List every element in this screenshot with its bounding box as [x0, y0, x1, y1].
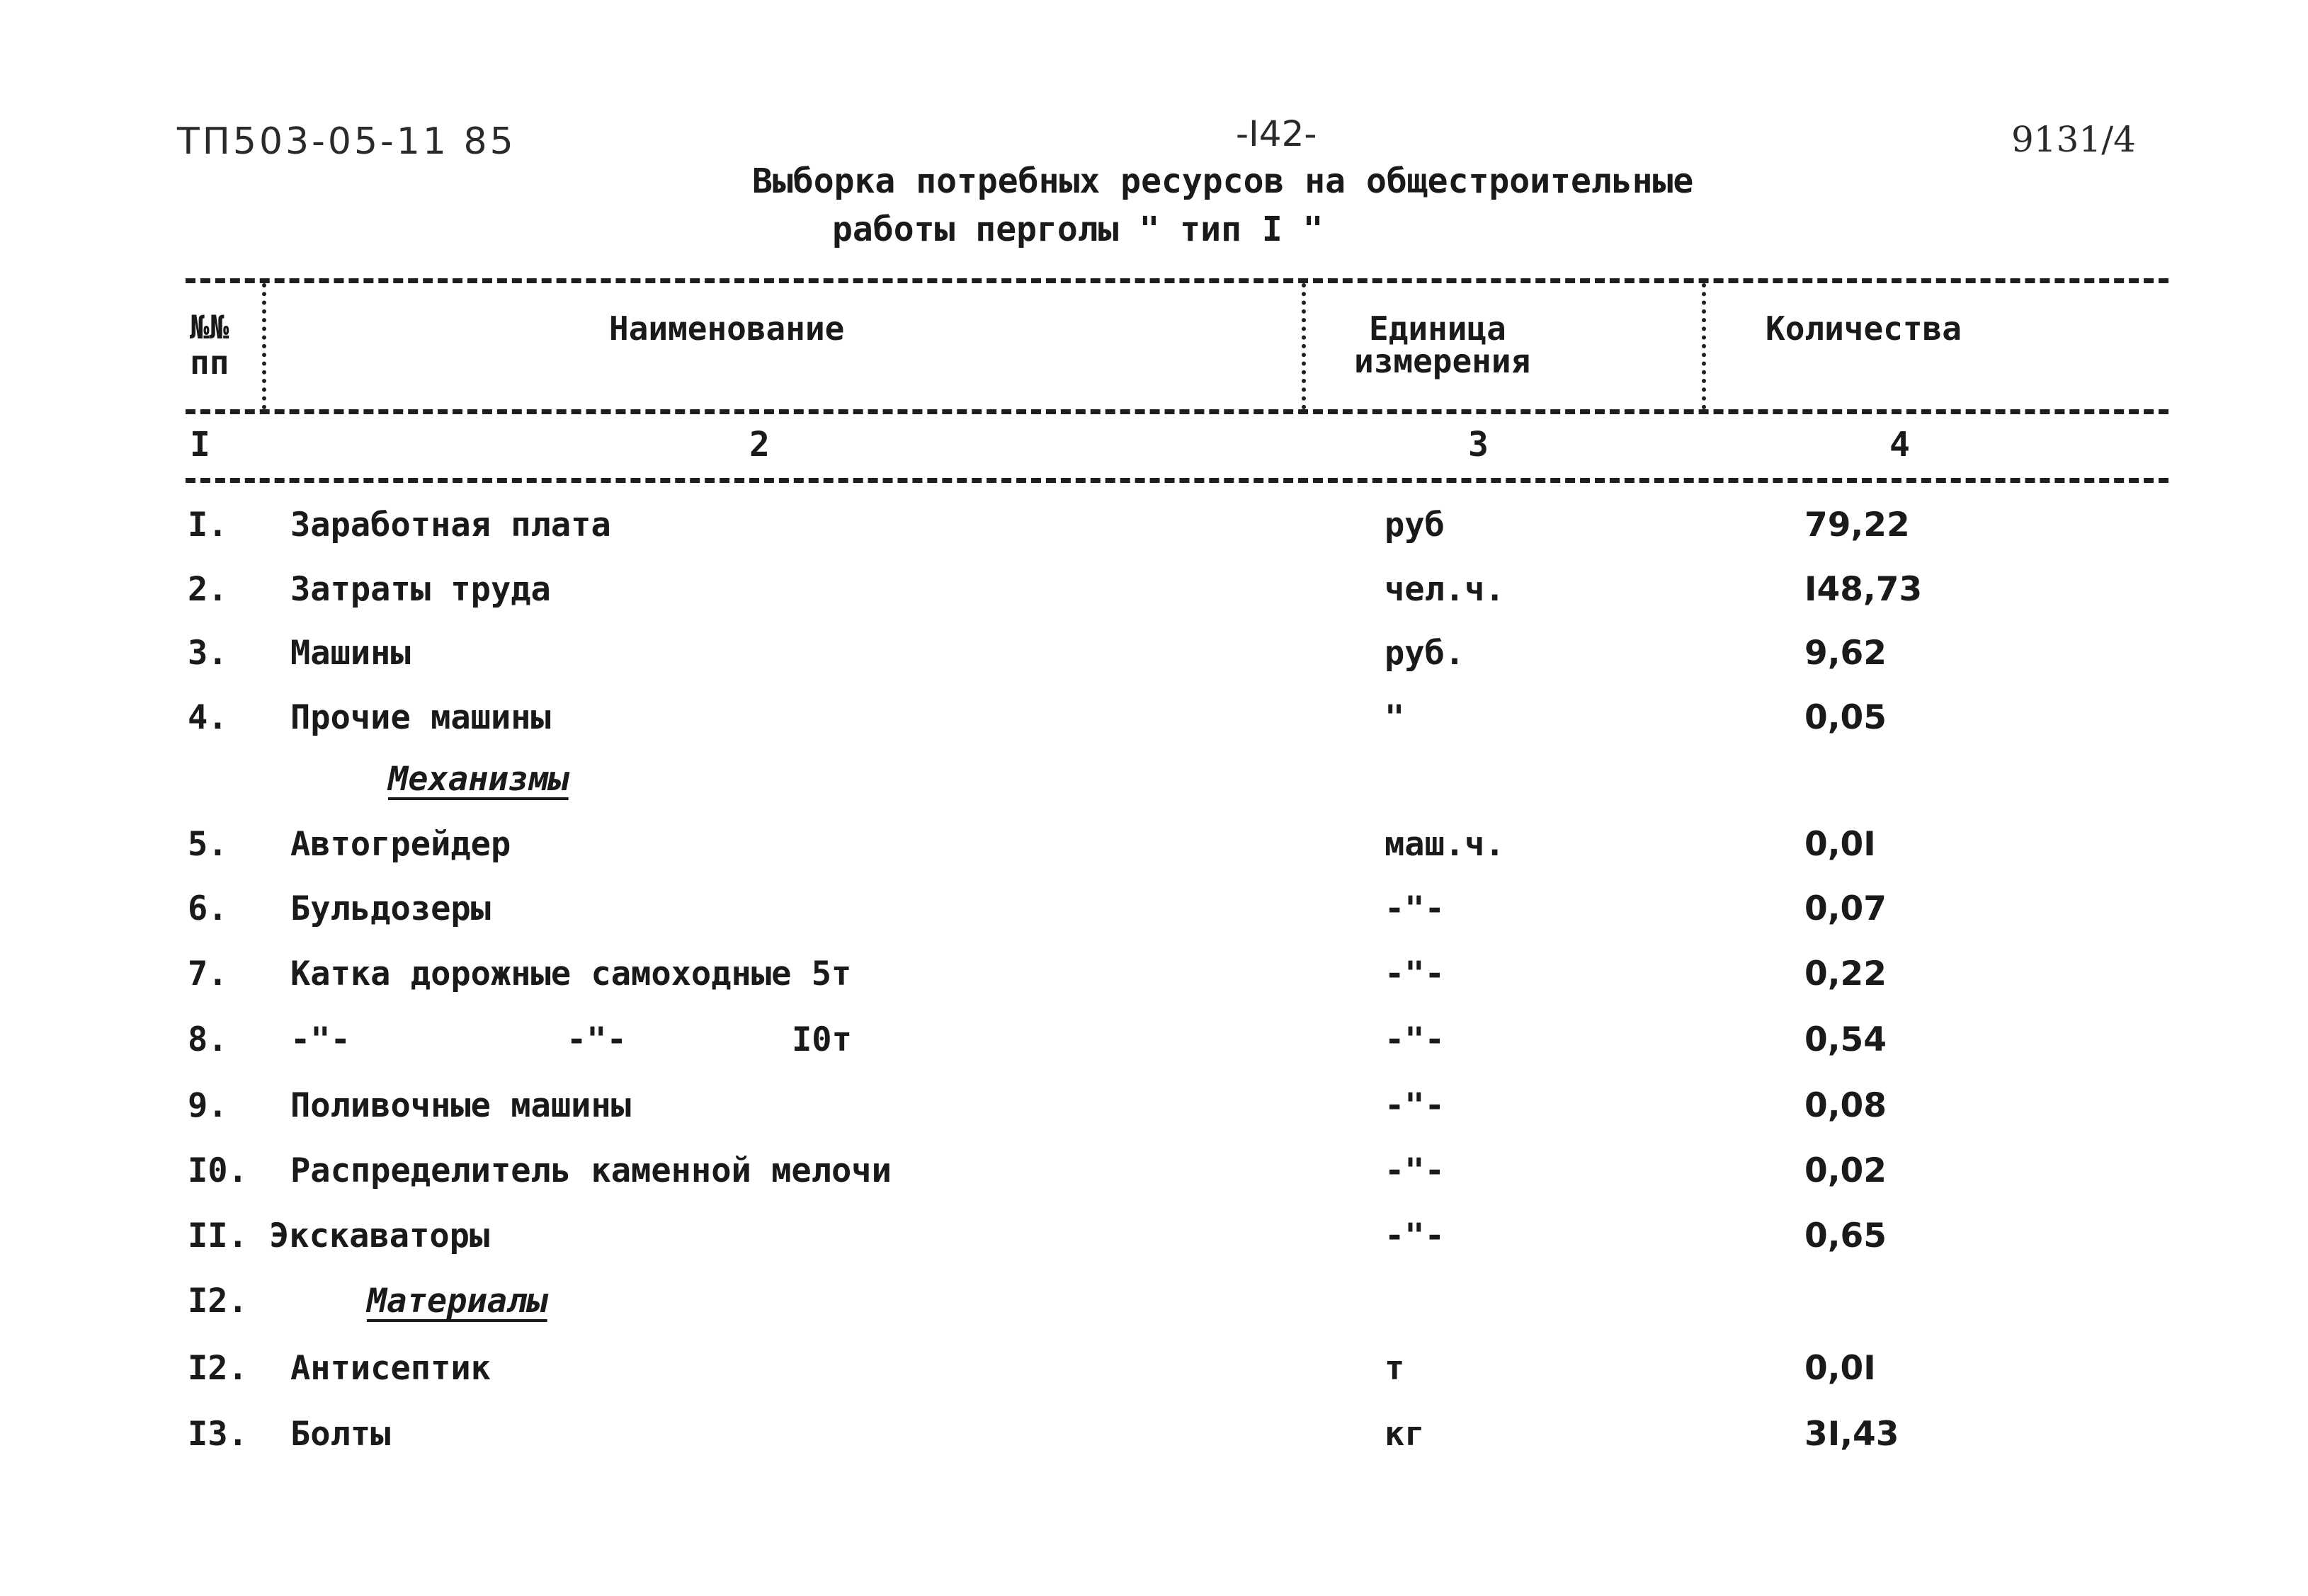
- row-1-name: Заработная плата: [290, 506, 611, 545]
- row-6-unit: -"-: [1385, 889, 1445, 928]
- table-header-rule: [186, 409, 2168, 414]
- row-9-quantity: 0,08: [1804, 1086, 1887, 1125]
- row-6-number: 6.: [188, 889, 228, 928]
- row-13-name: Болты: [290, 1415, 391, 1454]
- row-3-unit: руб.: [1385, 634, 1465, 673]
- header-name: Наименование: [609, 309, 845, 348]
- document-code: ТП503-05-11 85: [177, 120, 516, 163]
- row-7-number: 7.: [188, 954, 228, 993]
- row-8-name-ditto-2: -"-: [567, 1020, 627, 1059]
- row-5-name: Автогрейдер: [290, 825, 511, 864]
- document-title-line-2: работы перголы " тип I ": [832, 210, 1324, 249]
- header-quantity: Количества: [1766, 309, 1962, 348]
- row-10-quantity: 0,02: [1804, 1151, 1887, 1190]
- row-2-unit: чел.ч.: [1385, 570, 1505, 609]
- row-11-unit: -"-: [1385, 1216, 1445, 1255]
- row-5-quantity: 0,0I: [1804, 825, 1876, 864]
- row-5-number: 5.: [188, 825, 228, 864]
- row-2-quantity: I48,73: [1804, 570, 1923, 609]
- row-4-quantity: 0,05: [1804, 698, 1887, 737]
- row-3-number: 3.: [188, 634, 228, 673]
- row-10-unit: -"-: [1385, 1151, 1445, 1190]
- sheet-reference: 9131/4: [2011, 119, 2136, 160]
- row-5-unit: маш.ч.: [1385, 825, 1505, 864]
- row-8-name-ditto-1: -"-: [290, 1020, 351, 1059]
- row-7-name: Катка дорожные самоходные 5т: [290, 954, 852, 993]
- row-4-name: Прочие машины: [290, 698, 551, 737]
- row-12-unit: т: [1385, 1349, 1405, 1388]
- column-divider-1: [262, 283, 266, 409]
- section-title-materials: Материалы: [367, 1282, 547, 1321]
- table-top-rule: [186, 278, 2168, 283]
- row-9-unit: -"-: [1385, 1086, 1445, 1125]
- header-num-line-2: пп: [190, 343, 229, 382]
- row-11-quantity: 0,65: [1804, 1216, 1887, 1255]
- row-4-unit: ": [1385, 698, 1405, 737]
- row-2-number: 2.: [188, 570, 228, 609]
- row-7-unit: -"-: [1385, 954, 1445, 993]
- page-number: -I42-: [1236, 113, 1317, 154]
- column-number-2: 2: [749, 425, 770, 464]
- row-3-name: Машины: [290, 634, 411, 673]
- section-materials-number: I2.: [188, 1282, 248, 1321]
- section-title-mechanisms: Механизмы: [388, 760, 569, 799]
- row-8-number: 8.: [188, 1020, 228, 1059]
- row-12-quantity: 0,0I: [1804, 1349, 1876, 1388]
- row-1-number: I.: [188, 506, 228, 545]
- row-11-name: Экскаваторы: [269, 1216, 490, 1255]
- row-3-quantity: 9,62: [1804, 634, 1887, 673]
- table-colnum-rule: [186, 478, 2168, 483]
- row-13-unit: кг: [1385, 1415, 1425, 1454]
- column-divider-2: [1302, 283, 1306, 409]
- row-6-name: Бульдозеры: [290, 889, 491, 928]
- row-12-number: I2.: [188, 1349, 248, 1388]
- row-10-name: Распределитель каменной мелочи: [290, 1151, 892, 1190]
- column-number-1: I: [190, 425, 210, 464]
- row-9-number: 9.: [188, 1086, 228, 1125]
- row-12-name: Антисептик: [290, 1349, 491, 1388]
- header-unit-line-1: Единица: [1369, 309, 1506, 348]
- row-1-unit: руб: [1385, 506, 1445, 545]
- row-10-number: I0.: [188, 1151, 248, 1190]
- column-number-4: 4: [1889, 425, 1910, 464]
- column-divider-3: [1702, 283, 1706, 409]
- row-8-quantity: 0,54: [1804, 1020, 1887, 1059]
- row-8-unit: -"-: [1385, 1020, 1445, 1059]
- row-7-quantity: 0,22: [1804, 954, 1887, 993]
- row-1-quantity: 79,22: [1804, 506, 1910, 545]
- document-title-line-1: Выборка потребных ресурсов на общестроительные: [752, 161, 1694, 201]
- row-6-quantity: 0,07: [1804, 889, 1887, 928]
- header-unit-line-2: измерения: [1354, 342, 1531, 380]
- row-4-number: 4.: [188, 698, 228, 737]
- row-2-name: Затраты труда: [290, 570, 551, 609]
- row-8-name-capacity: I0т: [792, 1020, 852, 1059]
- row-13-number: I3.: [188, 1415, 248, 1454]
- row-9-name: Поливочные машины: [290, 1086, 632, 1125]
- header-num-line-1: №№: [190, 308, 229, 346]
- row-13-quantity: 3I,43: [1804, 1415, 1899, 1454]
- row-11-number: II.: [188, 1216, 248, 1255]
- column-number-3: 3: [1468, 425, 1489, 464]
